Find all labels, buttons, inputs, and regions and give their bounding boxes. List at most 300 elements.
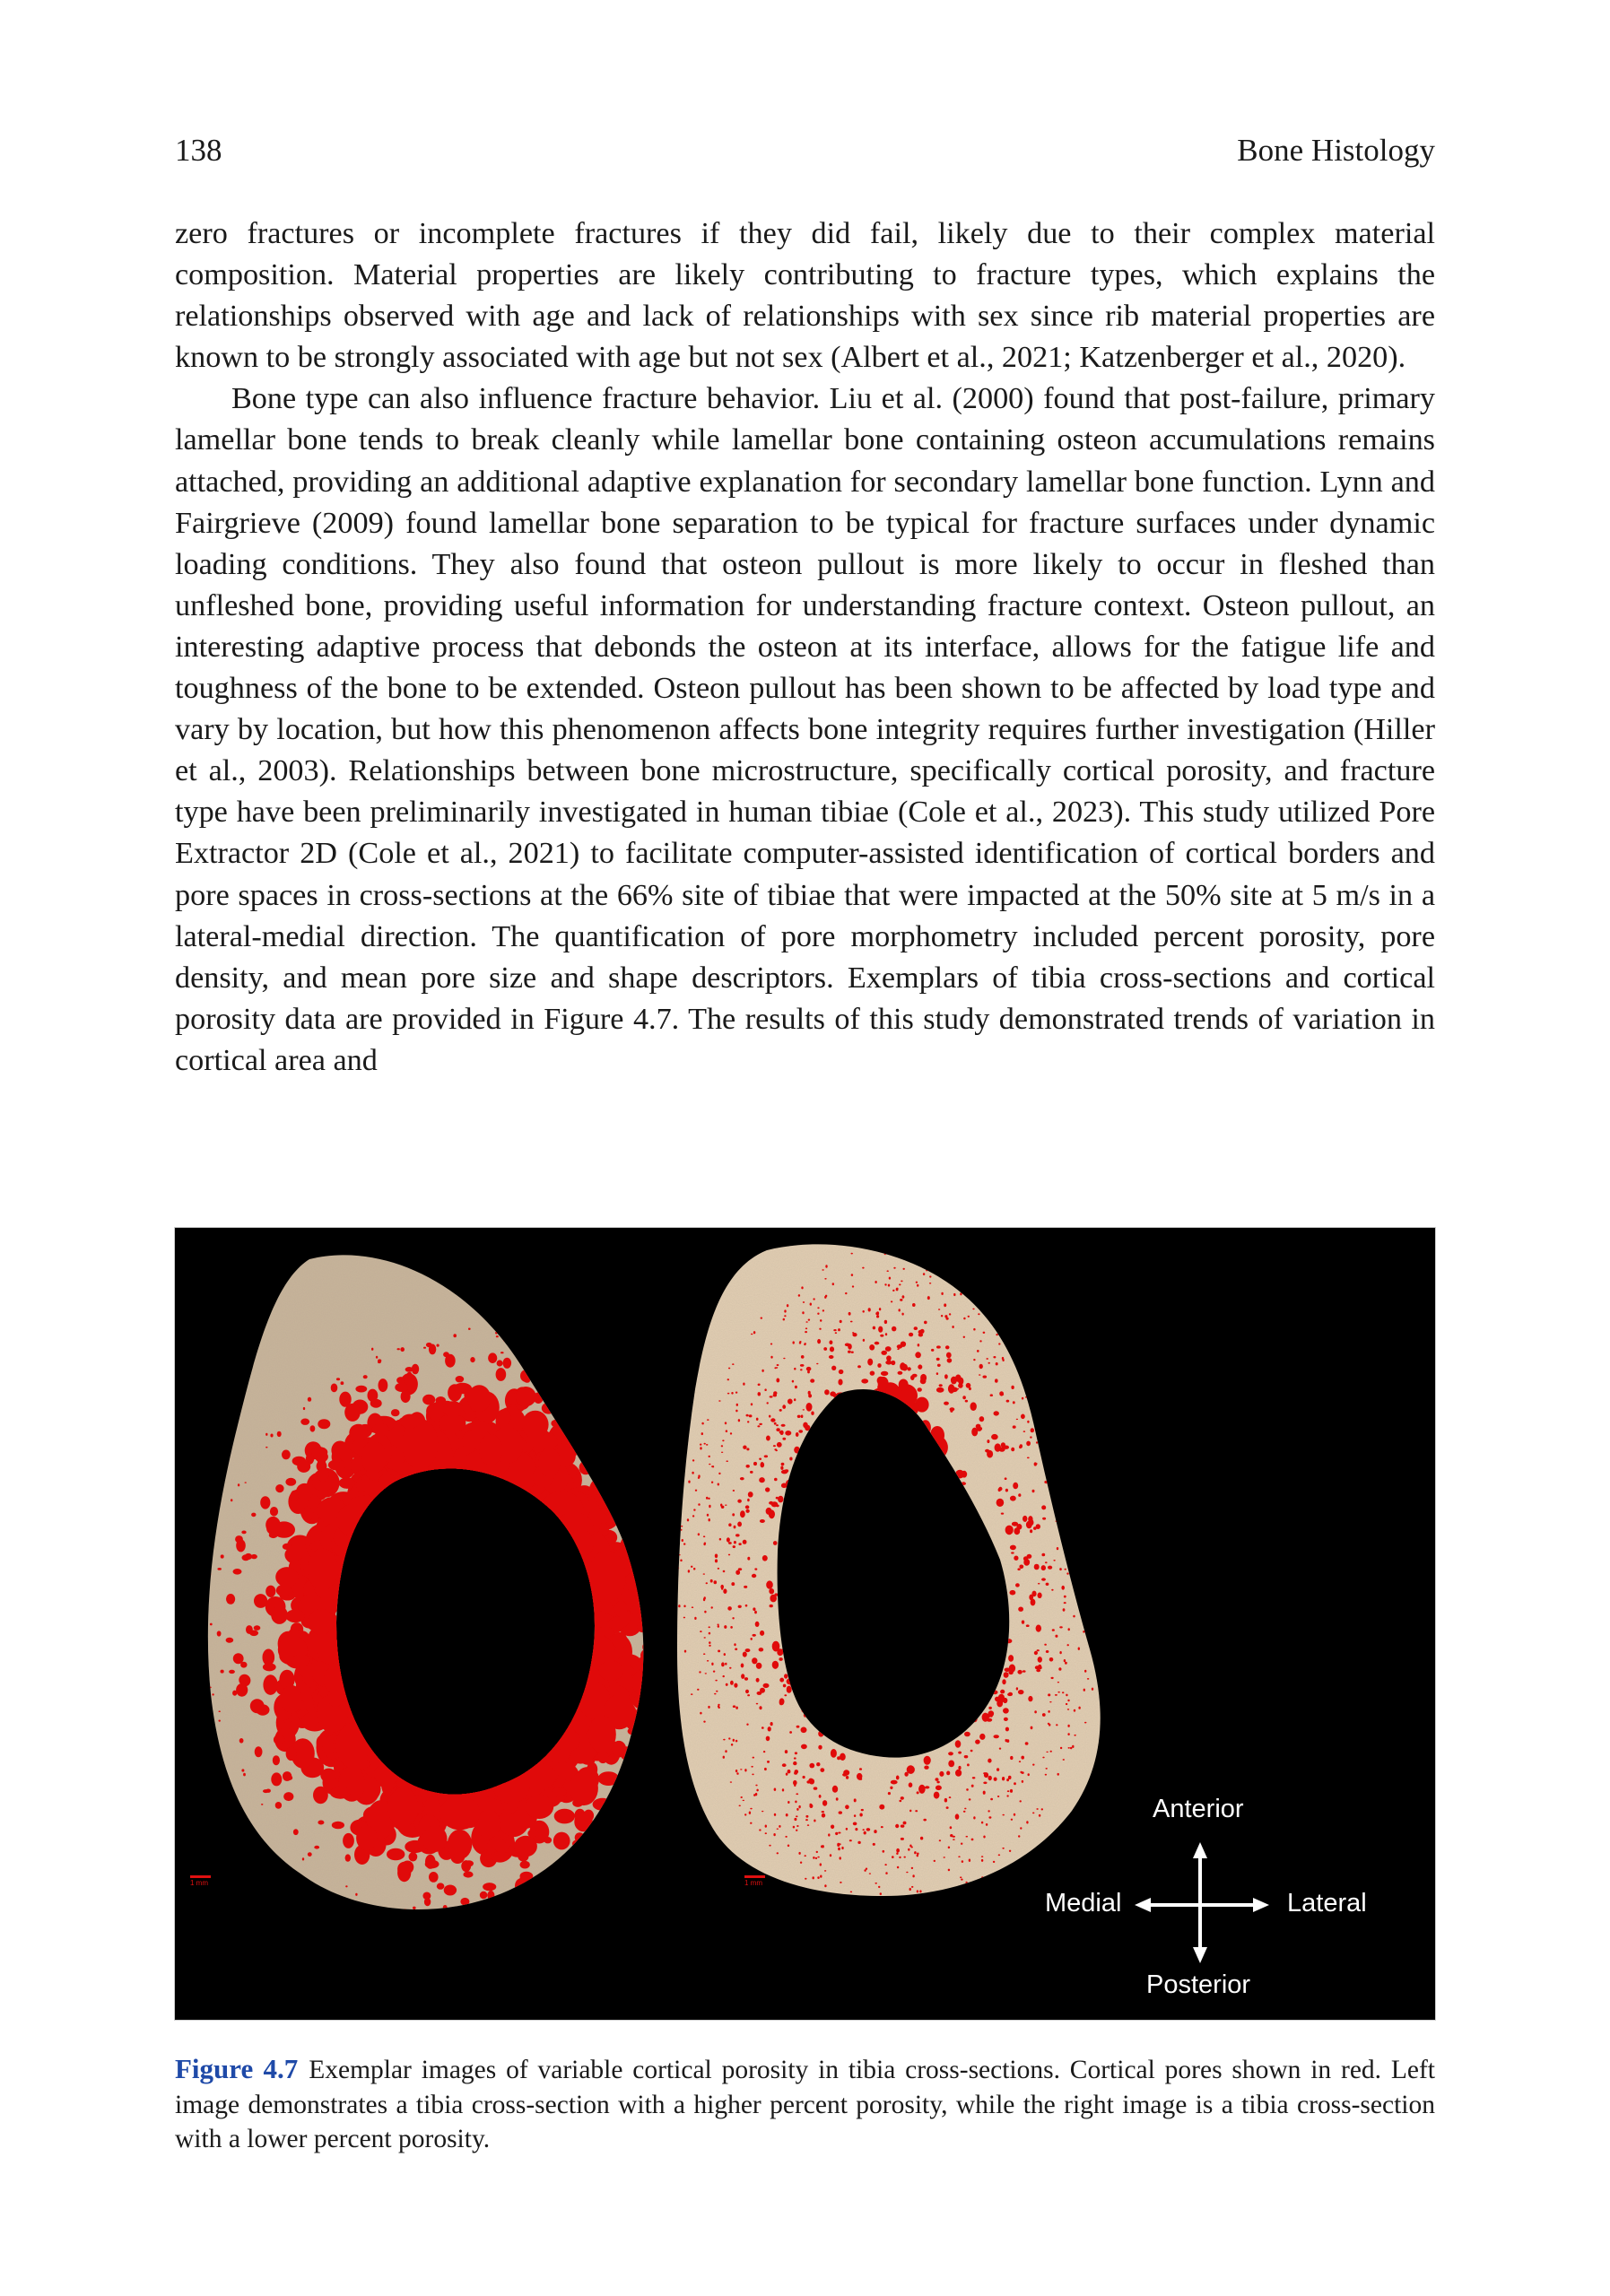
pore	[744, 1586, 747, 1588]
pore	[794, 1398, 796, 1401]
pore	[914, 1326, 918, 1330]
pore	[923, 1819, 927, 1822]
pore	[822, 1813, 825, 1818]
pore	[835, 1332, 837, 1334]
pore	[999, 1318, 1001, 1321]
pore	[541, 1384, 556, 1397]
pore	[733, 1739, 735, 1742]
pore	[911, 1847, 913, 1848]
pore	[929, 1283, 931, 1284]
pore	[1046, 1345, 1048, 1348]
pore	[670, 1465, 673, 1467]
pore	[1075, 1407, 1076, 1409]
pore	[1002, 1777, 1005, 1780]
pore	[793, 1761, 796, 1765]
pore	[556, 1876, 560, 1881]
pore	[923, 1273, 925, 1275]
pore	[771, 1501, 779, 1507]
pore	[960, 1876, 962, 1878]
pore	[780, 1431, 784, 1435]
pore	[814, 1471, 819, 1475]
pore	[592, 1480, 608, 1495]
pore	[954, 1275, 956, 1277]
pore	[848, 1351, 851, 1353]
pore	[773, 1833, 775, 1836]
pore	[983, 1836, 985, 1839]
pore	[859, 1813, 862, 1817]
pore	[969, 1798, 971, 1800]
pore	[723, 1570, 726, 1572]
pore	[762, 1555, 768, 1561]
pore	[344, 1404, 361, 1422]
pore	[873, 1843, 875, 1846]
pore	[785, 1750, 788, 1753]
pore	[754, 1611, 757, 1614]
pore	[701, 1432, 703, 1435]
pore	[711, 1465, 713, 1467]
pore	[1010, 1590, 1016, 1596]
pore	[909, 1540, 913, 1544]
pore	[648, 1556, 667, 1579]
pore	[824, 1418, 828, 1422]
pore	[588, 1551, 626, 1604]
pore	[1055, 1471, 1057, 1473]
pore	[1086, 1577, 1088, 1578]
pore	[820, 1319, 822, 1322]
pore	[765, 1832, 767, 1834]
pore	[869, 1344, 875, 1351]
pore	[900, 1299, 902, 1301]
pore	[880, 1892, 882, 1895]
pore	[749, 1414, 753, 1417]
pore	[944, 1374, 948, 1378]
pore	[282, 1450, 291, 1460]
pore	[209, 1687, 211, 1689]
pore	[861, 1378, 868, 1383]
pore	[683, 1617, 685, 1619]
pore	[1100, 1657, 1101, 1659]
pore	[805, 1327, 807, 1329]
pore	[1020, 1827, 1022, 1829]
pore	[795, 1770, 799, 1774]
pore	[285, 1478, 296, 1486]
pore	[723, 1675, 725, 1677]
pore	[971, 1715, 977, 1722]
pore	[634, 1694, 648, 1704]
pore	[815, 1857, 817, 1859]
pore	[303, 1407, 305, 1410]
pore	[703, 1535, 705, 1537]
pore	[936, 1372, 938, 1375]
pore	[704, 1611, 706, 1613]
pore	[1074, 1709, 1075, 1712]
pore	[270, 1434, 273, 1438]
pore	[665, 1697, 674, 1703]
pore	[616, 1480, 636, 1493]
pore	[819, 1795, 822, 1798]
pore	[283, 1544, 292, 1550]
pore	[719, 1538, 721, 1541]
pore	[770, 1396, 773, 1397]
pore	[718, 1625, 719, 1628]
pore	[263, 1674, 277, 1695]
pore	[944, 1402, 949, 1405]
pore	[265, 1447, 267, 1448]
right-cross-section	[677, 1244, 1106, 1909]
pore	[817, 1339, 821, 1344]
pore	[909, 1888, 911, 1891]
pore	[709, 1456, 710, 1457]
pore	[870, 1496, 896, 1526]
pore	[766, 1736, 770, 1742]
pore	[764, 1455, 768, 1457]
pore	[1010, 1789, 1013, 1793]
pore	[851, 1548, 854, 1551]
pore	[798, 1430, 803, 1432]
pore	[691, 1566, 692, 1568]
pore	[840, 1857, 841, 1859]
pore	[1019, 1446, 1022, 1448]
pore	[944, 1798, 947, 1803]
pore	[849, 1839, 852, 1841]
pore	[948, 1847, 950, 1849]
pore	[617, 1405, 622, 1411]
pore	[943, 1482, 950, 1489]
pore	[808, 1394, 812, 1397]
pore	[1001, 1442, 1005, 1448]
pore	[714, 1580, 718, 1584]
pore	[1070, 1747, 1072, 1750]
pore	[824, 1431, 840, 1442]
pore	[1034, 1564, 1040, 1570]
pore	[788, 1845, 789, 1848]
pore	[927, 1296, 930, 1300]
pore	[277, 1431, 282, 1437]
pore	[806, 1403, 813, 1412]
pore	[291, 1491, 299, 1501]
pore	[415, 1775, 439, 1798]
pore	[269, 1532, 278, 1538]
pore	[613, 1832, 622, 1844]
pore	[995, 1378, 998, 1382]
pore	[520, 1872, 534, 1881]
pore	[950, 1407, 955, 1411]
pore	[809, 1763, 814, 1769]
pore	[463, 1871, 473, 1877]
pore	[852, 1333, 857, 1336]
pore	[709, 1641, 710, 1644]
pore	[716, 1691, 718, 1692]
pore	[994, 1735, 999, 1738]
pore	[735, 1410, 737, 1413]
pore	[226, 1594, 235, 1605]
pore	[308, 1549, 338, 1591]
pore	[889, 1277, 891, 1280]
pore	[1048, 1693, 1050, 1696]
pore	[642, 1685, 655, 1699]
pore	[752, 1574, 756, 1578]
pore	[255, 1746, 263, 1757]
pore	[496, 1409, 510, 1425]
pore	[751, 1334, 753, 1335]
pore	[801, 1744, 807, 1750]
pore	[945, 1345, 950, 1349]
pore	[339, 1477, 355, 1489]
pore	[1005, 1668, 1011, 1673]
pore	[704, 1637, 706, 1638]
pore	[946, 1352, 952, 1359]
pore	[848, 1344, 852, 1350]
pore	[706, 1582, 708, 1584]
pore	[979, 1340, 981, 1342]
pore	[903, 1268, 905, 1270]
pore	[820, 1863, 822, 1866]
pore	[683, 1605, 685, 1608]
pore	[1066, 1572, 1068, 1574]
pore	[1078, 1648, 1080, 1650]
pore	[443, 1905, 448, 1909]
pore	[868, 1493, 897, 1521]
pore	[1040, 1666, 1042, 1670]
pore	[993, 1861, 995, 1863]
pore	[818, 1731, 823, 1737]
pore	[989, 1301, 991, 1304]
pore	[516, 1387, 536, 1406]
pore	[1013, 1483, 1018, 1489]
pore	[1085, 1461, 1087, 1463]
pore	[509, 1917, 511, 1920]
pore	[765, 1487, 770, 1492]
pore	[963, 1336, 965, 1338]
pore	[878, 1377, 889, 1390]
pore	[855, 1828, 857, 1831]
pore	[275, 1484, 283, 1492]
pore	[251, 1513, 256, 1518]
pore	[678, 1605, 680, 1607]
pore	[1022, 1397, 1023, 1400]
pore	[796, 1726, 800, 1728]
pore	[1041, 1565, 1046, 1570]
pore	[240, 1662, 247, 1668]
pore	[229, 1670, 235, 1674]
pore	[918, 1344, 920, 1346]
pore	[769, 1588, 774, 1594]
pore	[885, 1346, 892, 1352]
pore	[1064, 1659, 1066, 1662]
pore	[275, 1802, 282, 1809]
pore	[806, 1709, 813, 1713]
pore	[788, 1770, 791, 1773]
pore	[1026, 1326, 1028, 1328]
pore	[412, 1364, 419, 1375]
pore	[739, 1805, 741, 1807]
pore	[768, 1726, 771, 1731]
pore	[1028, 1334, 1030, 1335]
pore	[711, 1606, 713, 1608]
pore	[448, 1830, 473, 1859]
pore	[875, 1281, 876, 1283]
pore	[785, 1836, 787, 1838]
pore	[1011, 1448, 1014, 1452]
pore	[1038, 1593, 1042, 1599]
pore	[1026, 1821, 1028, 1823]
pore	[1049, 1425, 1050, 1427]
pore	[1023, 1516, 1027, 1522]
pore	[918, 1387, 922, 1392]
pore	[717, 1624, 718, 1626]
pore	[401, 1390, 411, 1403]
pore	[800, 1862, 802, 1864]
pore	[909, 1333, 913, 1337]
pore	[632, 1436, 642, 1449]
pore	[503, 1337, 507, 1342]
pore	[997, 1796, 999, 1797]
pore	[1024, 1362, 1026, 1364]
pore	[1019, 1565, 1023, 1570]
pore	[553, 1345, 555, 1348]
pore	[756, 1789, 758, 1792]
pore	[881, 1902, 883, 1904]
pore	[1032, 1813, 1034, 1814]
pore	[987, 1439, 989, 1443]
pore	[870, 1371, 875, 1376]
pore	[1083, 1689, 1085, 1692]
pore	[1005, 1477, 1007, 1480]
pore	[736, 1772, 738, 1775]
pore	[705, 1673, 707, 1674]
pore	[1074, 1735, 1075, 1736]
pore	[355, 1893, 357, 1896]
pore	[378, 1474, 396, 1498]
pore	[1049, 1701, 1051, 1702]
pore	[840, 1320, 842, 1323]
pore	[437, 1883, 445, 1889]
pore	[497, 1360, 503, 1366]
pore	[628, 1727, 641, 1735]
pore	[829, 1340, 832, 1344]
pore	[720, 1504, 722, 1507]
pore	[579, 1461, 593, 1475]
arrow-left-icon	[1135, 1898, 1151, 1912]
pore	[1038, 1583, 1040, 1585]
pore	[1059, 1405, 1061, 1407]
pore	[437, 1344, 439, 1347]
pore	[308, 1852, 312, 1857]
pore	[846, 1828, 848, 1831]
pore	[988, 1759, 991, 1763]
pore	[779, 1698, 785, 1705]
pore	[813, 1876, 814, 1879]
pore	[830, 1346, 834, 1352]
pore	[1028, 1696, 1032, 1701]
pore	[817, 1726, 822, 1729]
pore	[598, 1799, 607, 1805]
pore	[945, 1274, 947, 1276]
pore	[780, 1466, 783, 1470]
pore	[693, 1509, 695, 1510]
pore	[741, 1796, 743, 1798]
pore	[785, 1469, 789, 1472]
pore	[648, 1747, 657, 1759]
pore	[915, 1810, 918, 1812]
pore	[806, 1439, 814, 1444]
pore	[396, 1377, 405, 1384]
pore	[492, 1851, 509, 1863]
pore	[746, 1414, 749, 1417]
pore	[759, 1477, 765, 1483]
pore	[939, 1771, 944, 1777]
pore	[746, 1448, 749, 1450]
pore	[911, 1886, 913, 1888]
pore	[788, 1801, 789, 1804]
pore	[884, 1320, 887, 1324]
pore	[1011, 1386, 1014, 1389]
pore	[829, 1355, 834, 1359]
pore	[875, 1342, 880, 1345]
pore	[642, 1464, 649, 1472]
pore	[838, 1328, 840, 1331]
pore	[1064, 1596, 1066, 1598]
pore	[930, 1497, 940, 1504]
pore	[1048, 1566, 1052, 1570]
pore	[764, 1388, 766, 1391]
pore	[901, 1838, 904, 1840]
pore	[343, 1833, 354, 1848]
pore	[642, 1642, 652, 1652]
pore	[916, 1282, 918, 1283]
pore	[1087, 1515, 1089, 1517]
pore	[738, 1605, 742, 1608]
pore	[683, 1543, 685, 1544]
pore	[963, 1811, 966, 1813]
pore	[973, 1328, 975, 1331]
pore	[828, 1833, 830, 1836]
pore	[601, 1778, 612, 1785]
pore	[760, 1519, 765, 1523]
pore	[810, 1378, 814, 1382]
pore	[849, 1312, 851, 1316]
pore	[986, 1823, 988, 1826]
pore	[817, 1876, 819, 1879]
pore	[677, 1567, 679, 1570]
pore	[1028, 1773, 1030, 1776]
figure-caption	[175, 2052, 1435, 2157]
pore	[1103, 1614, 1105, 1616]
pore	[668, 1707, 675, 1712]
pore	[1019, 1342, 1021, 1344]
pore	[692, 1515, 694, 1517]
pore	[318, 1467, 329, 1482]
pore	[238, 1483, 239, 1486]
pore	[1004, 1672, 1009, 1678]
pore	[241, 1769, 244, 1771]
pore	[681, 1464, 683, 1466]
pore	[1011, 1552, 1014, 1553]
pore	[745, 1648, 751, 1652]
pore	[740, 1769, 742, 1770]
pore	[803, 1409, 805, 1410]
pore	[965, 1400, 968, 1403]
pore	[769, 1845, 770, 1847]
pore	[831, 1366, 836, 1370]
pore	[221, 1670, 224, 1674]
pore	[944, 1303, 946, 1307]
pore	[813, 1438, 815, 1440]
pore	[981, 1876, 983, 1878]
pore	[320, 1769, 336, 1783]
pore	[901, 1364, 908, 1371]
pore	[912, 1303, 916, 1307]
